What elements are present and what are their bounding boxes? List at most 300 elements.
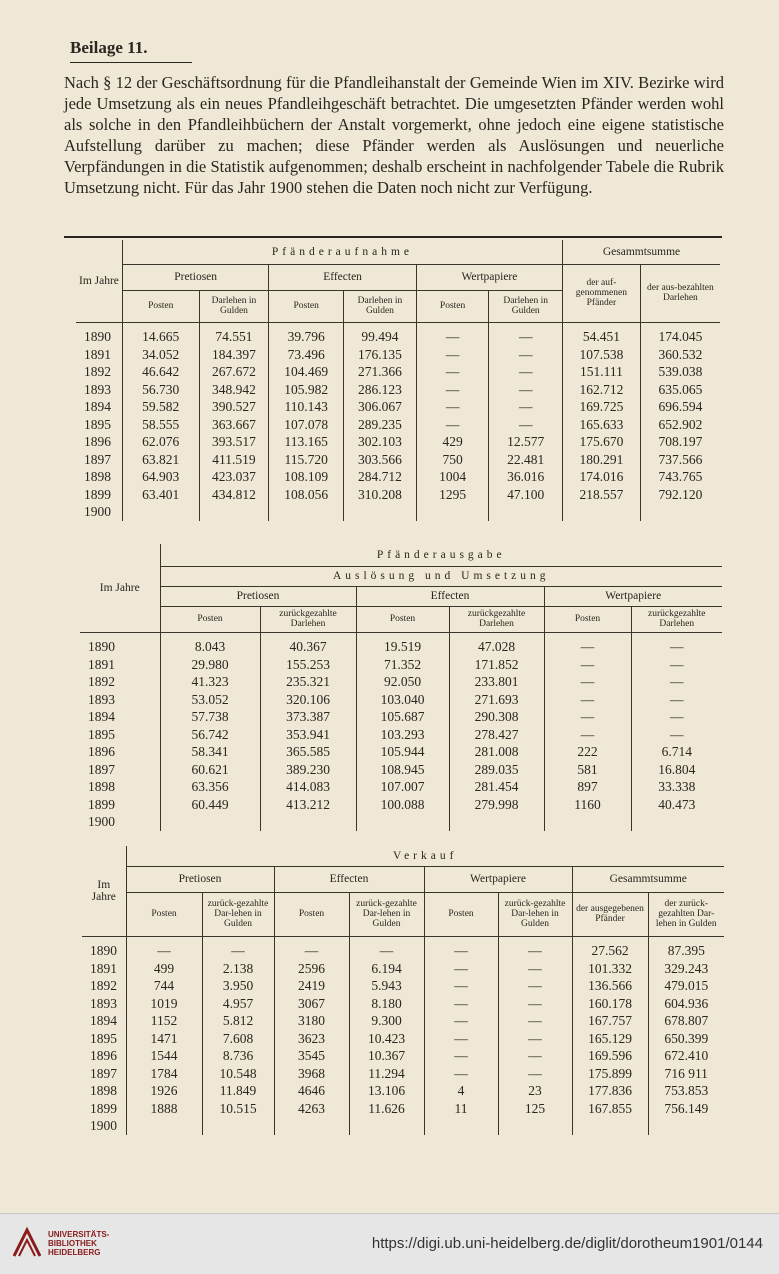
- value-cell: 167.757: [572, 1013, 648, 1031]
- value-cell: —: [416, 416, 489, 434]
- value-cell: [544, 814, 631, 832]
- value-cell: 53.052: [160, 691, 260, 709]
- library-logo-icon: [10, 1226, 44, 1260]
- value-cell: 108.056: [269, 486, 344, 504]
- year-cell: 1895: [84, 416, 111, 432]
- value-cell: —: [424, 1048, 498, 1066]
- value-cell: 107.078: [269, 416, 344, 434]
- value-cell: 1004: [416, 469, 489, 487]
- value-cell: —: [498, 1013, 572, 1031]
- value-cell: 160.178: [572, 995, 648, 1013]
- value-cell: —: [631, 656, 722, 674]
- value-cell: 151.111: [563, 364, 641, 382]
- value-cell: —: [498, 960, 572, 978]
- value-cell: 46.642: [122, 364, 199, 382]
- value-cell: [489, 504, 563, 522]
- value-cell: —: [489, 364, 563, 382]
- year-cell: 1899: [84, 486, 111, 502]
- value-cell: 5.812: [202, 1013, 274, 1031]
- value-cell: 716 911: [648, 1065, 724, 1083]
- value-cell: 373.387: [260, 709, 356, 727]
- value-cell: 103.040: [356, 691, 449, 709]
- value-cell: 73.496: [269, 346, 344, 364]
- value-cell: —: [498, 936, 572, 960]
- value-cell: —: [489, 381, 563, 399]
- value-cell: 60.621: [160, 761, 260, 779]
- value-cell: 365.585: [260, 744, 356, 762]
- value-cell: 180.291: [563, 451, 641, 469]
- value-cell: 306.067: [344, 399, 417, 417]
- value-cell: —: [424, 978, 498, 996]
- value-cell: [126, 1118, 202, 1136]
- table-row: [76, 486, 720, 504]
- value-cell: 744: [126, 978, 202, 996]
- t3-sub-posten: Posten: [126, 892, 202, 936]
- value-cell: 40.367: [260, 632, 356, 656]
- table-row: [82, 960, 724, 978]
- table-row: [82, 1118, 724, 1136]
- t3-group-effecten: Effecten: [274, 866, 424, 892]
- value-cell: 8.180: [349, 995, 424, 1013]
- value-cell: —: [544, 709, 631, 727]
- t1-group-wertpapiere: Wertpapiere: [416, 264, 562, 290]
- value-cell: —: [498, 995, 572, 1013]
- t2-group-wertpapiere: Wertpapiere: [544, 586, 722, 606]
- year-cell: 1892: [88, 674, 115, 690]
- table-row: [80, 632, 722, 656]
- value-cell: [631, 814, 722, 832]
- value-cell: 108.945: [356, 761, 449, 779]
- year-cell: 1898: [88, 779, 115, 795]
- value-cell: 4646: [274, 1083, 349, 1101]
- year-cell: 1890: [84, 329, 111, 345]
- value-cell: 169.725: [563, 399, 641, 417]
- value-cell: —: [544, 691, 631, 709]
- value-cell: 167.855: [572, 1100, 648, 1118]
- year-cell: 1899: [88, 796, 115, 812]
- value-cell: [648, 1118, 724, 1136]
- value-cell: 165.633: [563, 416, 641, 434]
- value-cell: 36.016: [489, 469, 563, 487]
- t3-total-header: Gesammtsumme: [572, 866, 724, 892]
- value-cell: 1784: [126, 1065, 202, 1083]
- t1-group-pretiosen: Pretiosen: [122, 264, 268, 290]
- value-cell: 1295: [416, 486, 489, 504]
- year-cell: 1895: [90, 1030, 117, 1046]
- value-cell: 33.338: [631, 779, 722, 797]
- value-cell: —: [416, 381, 489, 399]
- value-cell: 302.103: [344, 434, 417, 452]
- value-cell: 279.998: [449, 796, 544, 814]
- value-cell: 39.796: [269, 322, 344, 346]
- value-cell: 756.149: [648, 1100, 724, 1118]
- value-cell: [274, 1118, 349, 1136]
- table-row: [76, 346, 720, 364]
- table-pfaenderaufnahme: [76, 240, 720, 521]
- value-cell: 1152: [126, 1013, 202, 1031]
- value-cell: 581: [544, 761, 631, 779]
- value-cell: —: [489, 346, 563, 364]
- value-cell: 3968: [274, 1065, 349, 1083]
- t2-group-pretiosen: Pretiosen: [160, 586, 356, 606]
- intro-paragraph: Nach § 12 der Geschäftsordnung für die Pfandleihanstalt der Gemeinde Wien im XIV. Bezirke wird jede Umsetzung als ein neues Pfandleihgeschäft betrachtet. Die umgesetzten Pfänder werden wohl als solche in den Pfandleihbüchern der Anstalt vorgemerkt, ohne jedoch eine eigene statistische Aufstellung darüber zu machen; diese Pfänder werden als Auslösungen und neuerliche Verpfändungen in die Statistik aufgenommen; deshalb erscheint in nachfolgender Tabele die Rubrik Umsetzung nicht. Für das Jahr 1900 stehen die Daten noch nicht zur Verfügung.: [64, 73, 724, 197]
- table-verkauf: [82, 846, 724, 1135]
- t2-subtitle: Auslösung und Umsetzung: [160, 566, 722, 586]
- value-cell: 63.821: [122, 451, 199, 469]
- t3-group-pretiosen: Pretiosen: [126, 866, 274, 892]
- table-row: [82, 995, 724, 1013]
- value-cell: 652.902: [640, 416, 720, 434]
- value-cell: —: [631, 674, 722, 692]
- t3-group-wertpapiere: Wertpapiere: [424, 866, 572, 892]
- value-cell: 696.594: [640, 399, 720, 417]
- value-cell: 2.138: [202, 960, 274, 978]
- year-cell: 1893: [84, 381, 111, 397]
- table-row: [82, 936, 724, 960]
- value-cell: 41.323: [160, 674, 260, 692]
- value-cell: 29.980: [160, 656, 260, 674]
- t1-sub-posten: Posten: [269, 290, 344, 322]
- value-cell: —: [489, 399, 563, 417]
- value-cell: 278.427: [449, 726, 544, 744]
- table-row: [76, 416, 720, 434]
- year-cell: 1894: [88, 709, 115, 725]
- value-cell: —: [631, 726, 722, 744]
- t3-year-header: Im Jahre: [82, 846, 126, 936]
- value-cell: 56.730: [122, 381, 199, 399]
- value-cell: —: [274, 936, 349, 960]
- table-row: [80, 709, 722, 727]
- value-cell: 310.208: [344, 486, 417, 504]
- year-cell: 1900: [84, 504, 111, 520]
- t1-total-sub1: der auf-genommenen Pfänder: [563, 264, 641, 322]
- value-cell: 22.481: [489, 451, 563, 469]
- value-cell: 103.293: [356, 726, 449, 744]
- value-cell: 4263: [274, 1100, 349, 1118]
- t2-year-header: Im Jahre: [80, 544, 160, 632]
- value-cell: —: [416, 364, 489, 382]
- value-cell: [449, 814, 544, 832]
- t3-sub-darlehen: zurück-gezahlte Dar-lehen in Gulden: [349, 892, 424, 936]
- t1-total-sub2: der aus-bezahlten Darlehen: [640, 264, 720, 322]
- value-cell: 107.538: [563, 346, 641, 364]
- value-cell: 267.672: [199, 364, 269, 382]
- value-cell: —: [416, 346, 489, 364]
- t1-sub-darlehen: Darlehen in Gulden: [344, 290, 417, 322]
- value-cell: 11.849: [202, 1083, 274, 1101]
- year-cell: 1891: [84, 346, 111, 362]
- year-cell: 1899: [90, 1100, 117, 1116]
- value-cell: 23: [498, 1083, 572, 1101]
- t1-sub-posten: Posten: [122, 290, 199, 322]
- table-row: [80, 796, 722, 814]
- value-cell: 13.106: [349, 1083, 424, 1101]
- year-cell: 1896: [88, 744, 115, 760]
- value-cell: 56.742: [160, 726, 260, 744]
- value-cell: 60.449: [160, 796, 260, 814]
- year-cell: 1890: [90, 943, 117, 959]
- table-row: [82, 1013, 724, 1031]
- value-cell: 169.596: [572, 1048, 648, 1066]
- value-cell: 218.557: [563, 486, 641, 504]
- value-cell: [640, 504, 720, 522]
- document-url[interactable]: https://digi.ub.uni-heidelberg.de/diglit/dorotheum1901/0144: [371, 1235, 763, 1252]
- table-row: [76, 451, 720, 469]
- value-cell: 393.517: [199, 434, 269, 452]
- value-cell: 8.043: [160, 632, 260, 656]
- value-cell: 353.941: [260, 726, 356, 744]
- value-cell: 92.050: [356, 674, 449, 692]
- year-cell: 1890: [88, 639, 115, 655]
- value-cell: 105.982: [269, 381, 344, 399]
- year-cell: 1895: [88, 726, 115, 742]
- value-cell: 7.608: [202, 1030, 274, 1048]
- value-cell: [563, 504, 641, 522]
- value-cell: 423.037: [199, 469, 269, 487]
- value-cell: 635.065: [640, 381, 720, 399]
- year-cell: 1900: [90, 1118, 117, 1134]
- value-cell: 3.950: [202, 978, 274, 996]
- value-cell: 1888: [126, 1100, 202, 1118]
- value-cell: 101.332: [572, 960, 648, 978]
- year-cell: 1898: [84, 469, 111, 485]
- year-cell: 1898: [90, 1083, 117, 1099]
- value-cell: 62.076: [122, 434, 199, 452]
- table-row: [82, 1083, 724, 1101]
- value-cell: 1160: [544, 796, 631, 814]
- t1-total-header: Gesammtsumme: [563, 240, 720, 264]
- value-cell: —: [544, 656, 631, 674]
- table-row: [82, 1100, 724, 1118]
- value-cell: 9.300: [349, 1013, 424, 1031]
- value-cell: 57.738: [160, 709, 260, 727]
- value-cell: 99.494: [344, 322, 417, 346]
- value-cell: 108.109: [269, 469, 344, 487]
- t1-group-effecten: Effecten: [269, 264, 416, 290]
- value-cell: —: [424, 1065, 498, 1083]
- t2-sub-posten: Posten: [544, 606, 631, 632]
- value-cell: 104.469: [269, 364, 344, 382]
- value-cell: 281.454: [449, 779, 544, 797]
- year-cell: 1891: [90, 960, 117, 976]
- year-cell: 1897: [84, 451, 111, 467]
- year-cell: 1891: [88, 656, 115, 672]
- table-row: [80, 779, 722, 797]
- library-name: UNIVERSITÄTS- BIBLIOTHEK HEIDELBERG: [48, 1230, 110, 1257]
- value-cell: 737.566: [640, 451, 720, 469]
- value-cell: 604.936: [648, 995, 724, 1013]
- value-cell: 539.038: [640, 364, 720, 382]
- value-cell: 743.765: [640, 469, 720, 487]
- value-cell: 414.083: [260, 779, 356, 797]
- value-cell: 11.626: [349, 1100, 424, 1118]
- t1-year-header: Im Jahre: [76, 240, 122, 322]
- value-cell: —: [544, 726, 631, 744]
- value-cell: 10.515: [202, 1100, 274, 1118]
- value-cell: 320.106: [260, 691, 356, 709]
- value-cell: 8.736: [202, 1048, 274, 1066]
- value-cell: 1019: [126, 995, 202, 1013]
- t3-total-sub2: der zurück-gezahlten Dar-lehen in Gulden: [648, 892, 724, 936]
- value-cell: 16.804: [631, 761, 722, 779]
- value-cell: 100.088: [356, 796, 449, 814]
- value-cell: —: [349, 936, 424, 960]
- t1-sub-posten: Posten: [416, 290, 489, 322]
- t3-title: Verkauf: [126, 846, 724, 866]
- table-pfaenderausgabe: [80, 544, 722, 831]
- year-cell: 1892: [84, 364, 111, 380]
- value-cell: 10.423: [349, 1030, 424, 1048]
- value-cell: 2596: [274, 960, 349, 978]
- table-row: [80, 656, 722, 674]
- value-cell: [202, 1118, 274, 1136]
- value-cell: —: [126, 936, 202, 960]
- value-cell: 1544: [126, 1048, 202, 1066]
- t2-sub-darlehen: zurückgezahlte Darlehen: [631, 606, 722, 632]
- value-cell: 678.807: [648, 1013, 724, 1031]
- t1-title: Pfänderaufnahme: [122, 240, 562, 264]
- t2-sub-darlehen: zurückgezahlte Darlehen: [260, 606, 356, 632]
- value-cell: 27.562: [572, 936, 648, 960]
- value-cell: 64.903: [122, 469, 199, 487]
- value-cell: —: [489, 416, 563, 434]
- value-cell: 792.120: [640, 486, 720, 504]
- year-cell: 1897: [88, 761, 115, 777]
- value-cell: —: [416, 399, 489, 417]
- value-cell: 162.712: [563, 381, 641, 399]
- value-cell: 34.052: [122, 346, 199, 364]
- value-cell: 286.123: [344, 381, 417, 399]
- value-cell: 284.712: [344, 469, 417, 487]
- t2-title: Pfänderausgabe: [160, 544, 722, 566]
- value-cell: —: [202, 936, 274, 960]
- value-cell: [260, 814, 356, 832]
- value-cell: [416, 504, 489, 522]
- value-cell: —: [498, 1048, 572, 1066]
- value-cell: 3545: [274, 1048, 349, 1066]
- table-row: [80, 691, 722, 709]
- year-cell: 1894: [90, 1013, 117, 1029]
- value-cell: 6.194: [349, 960, 424, 978]
- value-cell: 176.135: [344, 346, 417, 364]
- value-cell: 650.399: [648, 1030, 724, 1048]
- value-cell: 499: [126, 960, 202, 978]
- value-cell: 233.801: [449, 674, 544, 692]
- value-cell: —: [489, 322, 563, 346]
- year-cell: 1892: [90, 978, 117, 994]
- value-cell: 897: [544, 779, 631, 797]
- value-cell: 110.143: [269, 399, 344, 417]
- t2-sub-posten: Posten: [356, 606, 449, 632]
- value-cell: 4.957: [202, 995, 274, 1013]
- value-cell: 11.294: [349, 1065, 424, 1083]
- value-cell: 1926: [126, 1083, 202, 1101]
- table-row: [76, 399, 720, 417]
- value-cell: —: [631, 632, 722, 656]
- year-cell: 1896: [90, 1048, 117, 1064]
- value-cell: 175.899: [572, 1065, 648, 1083]
- value-cell: [498, 1118, 572, 1136]
- t1-sub-darlehen: Darlehen in Gulden: [199, 290, 269, 322]
- value-cell: 411.519: [199, 451, 269, 469]
- value-cell: 171.852: [449, 656, 544, 674]
- value-cell: 47.100: [489, 486, 563, 504]
- value-cell: —: [424, 1013, 498, 1031]
- value-cell: 177.836: [572, 1083, 648, 1101]
- value-cell: [199, 504, 269, 522]
- value-cell: 136.566: [572, 978, 648, 996]
- value-cell: 10.548: [202, 1065, 274, 1083]
- value-cell: 5.943: [349, 978, 424, 996]
- value-cell: 479.015: [648, 978, 724, 996]
- value-cell: 11: [424, 1100, 498, 1118]
- value-cell: —: [416, 322, 489, 346]
- t2-group-effecten: Effecten: [356, 586, 544, 606]
- t2-sub-darlehen: zurückgezahlte Darlehen: [449, 606, 544, 632]
- value-cell: —: [631, 709, 722, 727]
- t3-total-sub1: der ausgegebenen Pfänder: [572, 892, 648, 936]
- value-cell: [344, 504, 417, 522]
- t3-sub-posten: Posten: [274, 892, 349, 936]
- value-cell: —: [544, 632, 631, 656]
- t3-sub-darlehen: zurück-gezahlte Dar-lehen in Gulden: [202, 892, 274, 936]
- value-cell: 113.165: [269, 434, 344, 452]
- value-cell: 271.693: [449, 691, 544, 709]
- value-cell: 348.942: [199, 381, 269, 399]
- year-cell: 1893: [90, 995, 117, 1011]
- value-cell: 360.532: [640, 346, 720, 364]
- table-row: [82, 1048, 724, 1066]
- value-cell: 40.473: [631, 796, 722, 814]
- value-cell: —: [631, 691, 722, 709]
- value-cell: —: [424, 995, 498, 1013]
- value-cell: 329.243: [648, 960, 724, 978]
- value-cell: [356, 814, 449, 832]
- value-cell: 174.045: [640, 322, 720, 346]
- t2-sub-posten: Posten: [160, 606, 260, 632]
- value-cell: 363.667: [199, 416, 269, 434]
- value-cell: 54.451: [563, 322, 641, 346]
- value-cell: [424, 1118, 498, 1136]
- value-cell: 107.007: [356, 779, 449, 797]
- value-cell: 12.577: [489, 434, 563, 452]
- value-cell: 434.812: [199, 486, 269, 504]
- value-cell: 672.410: [648, 1048, 724, 1066]
- value-cell: [269, 504, 344, 522]
- value-cell: 289.035: [449, 761, 544, 779]
- value-cell: 115.720: [269, 451, 344, 469]
- value-cell: —: [424, 960, 498, 978]
- value-cell: 303.566: [344, 451, 417, 469]
- value-cell: 184.397: [199, 346, 269, 364]
- value-cell: 235.321: [260, 674, 356, 692]
- value-cell: 175.670: [563, 434, 641, 452]
- value-cell: 14.665: [122, 322, 199, 346]
- t3-sub-posten: Posten: [424, 892, 498, 936]
- value-cell: 271.366: [344, 364, 417, 382]
- value-cell: —: [424, 1030, 498, 1048]
- value-cell: 429: [416, 434, 489, 452]
- value-cell: 58.555: [122, 416, 199, 434]
- value-cell: 390.527: [199, 399, 269, 417]
- value-cell: 174.016: [563, 469, 641, 487]
- table-row: [76, 504, 720, 522]
- value-cell: 3067: [274, 995, 349, 1013]
- value-cell: 105.687: [356, 709, 449, 727]
- value-cell: 19.519: [356, 632, 449, 656]
- value-cell: 281.008: [449, 744, 544, 762]
- value-cell: 3180: [274, 1013, 349, 1031]
